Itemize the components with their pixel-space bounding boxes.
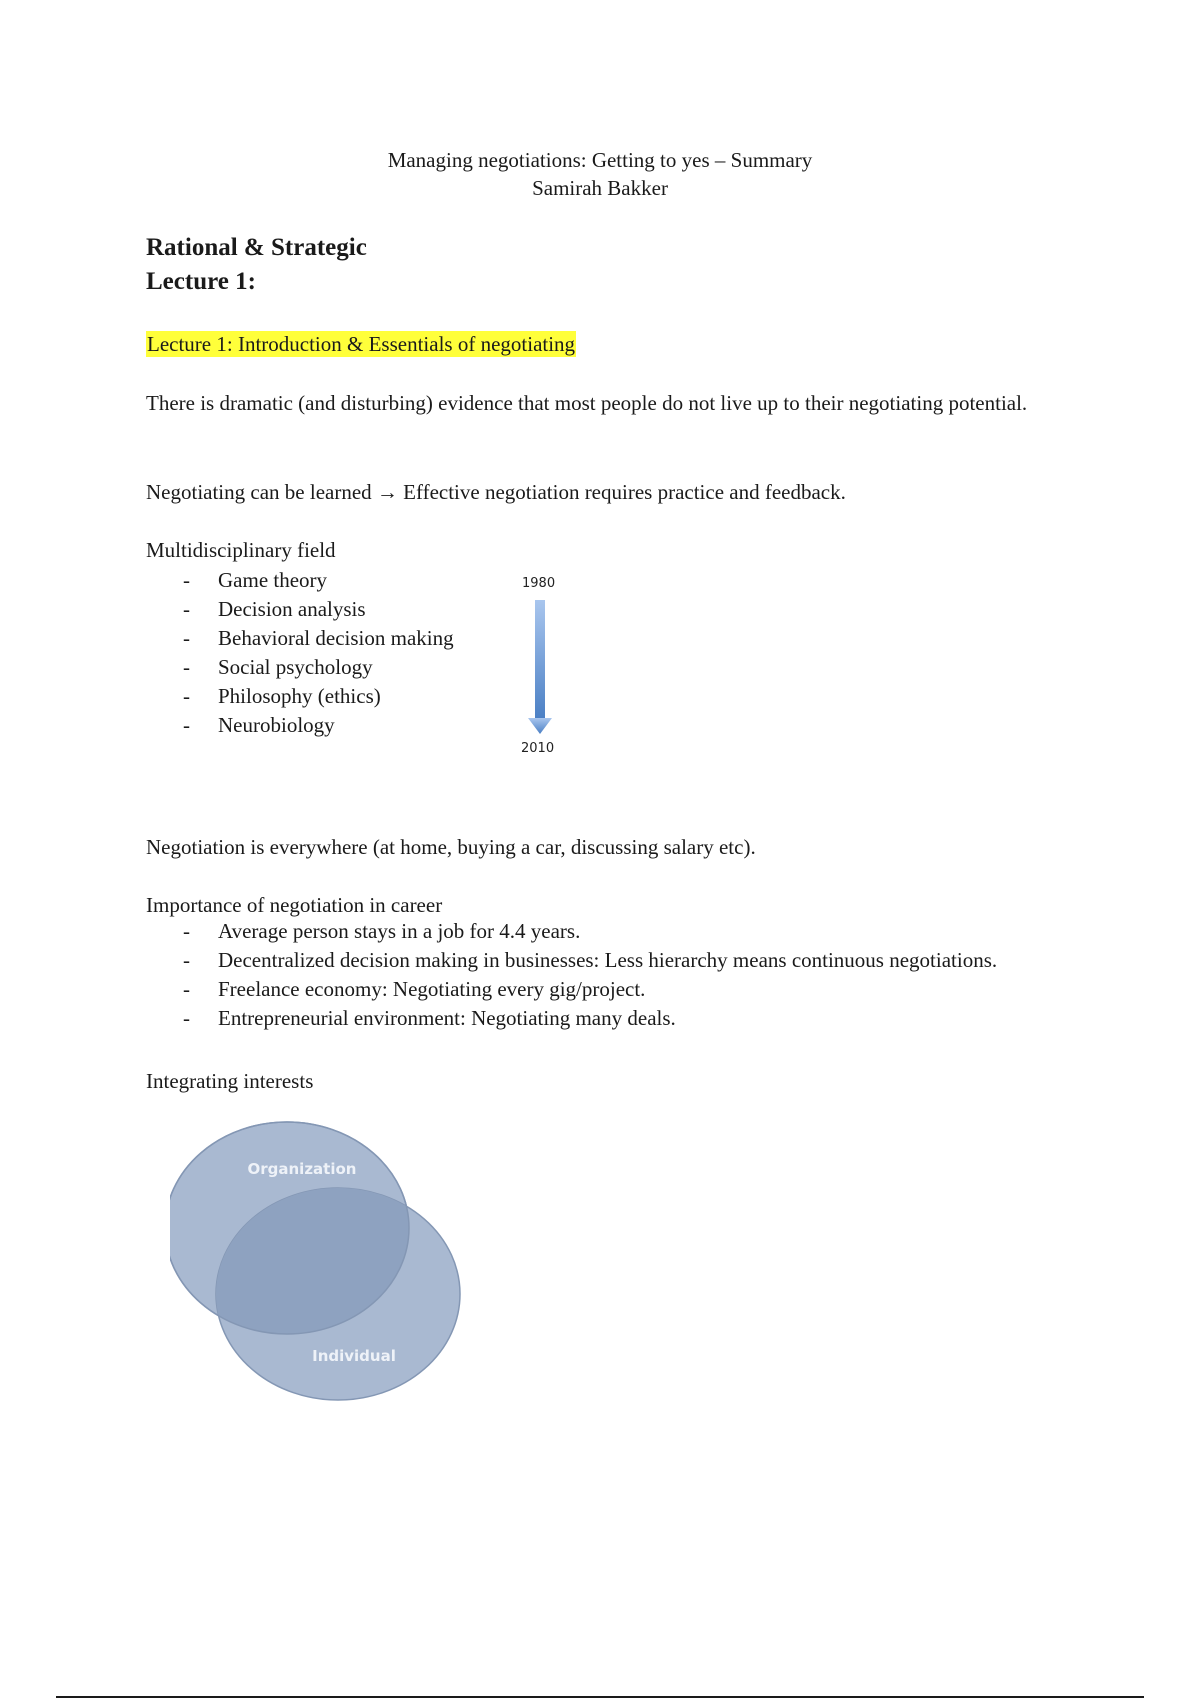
bullet-dash: - bbox=[183, 568, 190, 592]
document-title: Managing negotiations: Getting to yes – Summary bbox=[387, 148, 813, 172]
page-bottom-rule bbox=[56, 1696, 1144, 1698]
list-item-text: Behavioral decision making bbox=[218, 626, 454, 650]
list-item-text: Average person stays in a job for 4.4 years. bbox=[218, 919, 581, 943]
list-item-text: Neurobiology bbox=[218, 713, 335, 737]
bullet-dash: - bbox=[183, 713, 190, 737]
timeline-end-label: 2010 bbox=[521, 741, 555, 756]
bullet-dash: - bbox=[183, 919, 190, 943]
bullet-dash: - bbox=[183, 1006, 190, 1030]
list-item bbox=[180, 975, 997, 1004]
paragraph-evidence: There is dramatic (and disturbing) evidence that most people do not live up to their negotiating potential. bbox=[146, 391, 1028, 415]
list-item bbox=[180, 946, 997, 975]
list-item bbox=[180, 624, 454, 653]
bullet-dash: - bbox=[183, 626, 190, 650]
list-item-text: Decentralized decision making in businesses: Less hierarchy means continuous negotiations. bbox=[218, 948, 998, 972]
bullet-dash: - bbox=[183, 948, 190, 972]
list-item-text: Entrepreneurial environment: Negotiating many deals. bbox=[218, 1006, 676, 1030]
bullet-dash: - bbox=[183, 655, 190, 679]
title-block bbox=[0, 146, 1200, 202]
paragraph-everywhere: Negotiation is everywhere (at home, buying a car, discussing salary etc). bbox=[146, 835, 756, 859]
bullet-dash: - bbox=[183, 597, 190, 621]
timeline-arrow-icon bbox=[524, 598, 556, 738]
list-item bbox=[180, 595, 454, 624]
document-author: Samirah Bakker bbox=[532, 176, 668, 200]
list-item bbox=[180, 917, 997, 946]
bullet-dash: - bbox=[183, 684, 190, 708]
paragraph-career: Importance of negotiation in career bbox=[146, 893, 443, 917]
list-item-text: Decision analysis bbox=[218, 597, 366, 621]
paragraph-learned: Negotiating can be learned → Effective negotiation requires practice and feedback. bbox=[146, 480, 846, 504]
list-item bbox=[180, 711, 454, 740]
list-item-text: Philosophy (ethics) bbox=[218, 684, 381, 708]
paragraph-integrating: Integrating interests bbox=[146, 1069, 314, 1093]
list-item-text: Game theory bbox=[218, 568, 328, 592]
venn-organization-label: Organization bbox=[247, 1160, 357, 1178]
fields-list bbox=[180, 566, 454, 740]
list-item bbox=[180, 1004, 997, 1033]
list-item bbox=[180, 682, 454, 711]
career-list bbox=[180, 917, 997, 1033]
timeline-start-label: 1980 bbox=[522, 576, 556, 591]
list-item bbox=[180, 566, 454, 595]
lecture-heading: Lecture 1: bbox=[146, 268, 256, 295]
list-item-text: Social psychology bbox=[218, 655, 373, 679]
course-heading: Rational & Strategic bbox=[146, 234, 367, 261]
list-item-text: Freelance economy: Negotiating every gig/project. bbox=[218, 977, 646, 1001]
bullet-dash: - bbox=[183, 977, 190, 1001]
list-item bbox=[180, 653, 454, 682]
highlighted-lecture-title: Lecture 1: Introduction & Essentials of negotiating bbox=[147, 332, 576, 356]
paragraph-multidisciplinary: Multidisciplinary field bbox=[146, 538, 336, 562]
venn-individual-label: Individual bbox=[312, 1347, 396, 1365]
venn-diagram bbox=[170, 1116, 490, 1406]
